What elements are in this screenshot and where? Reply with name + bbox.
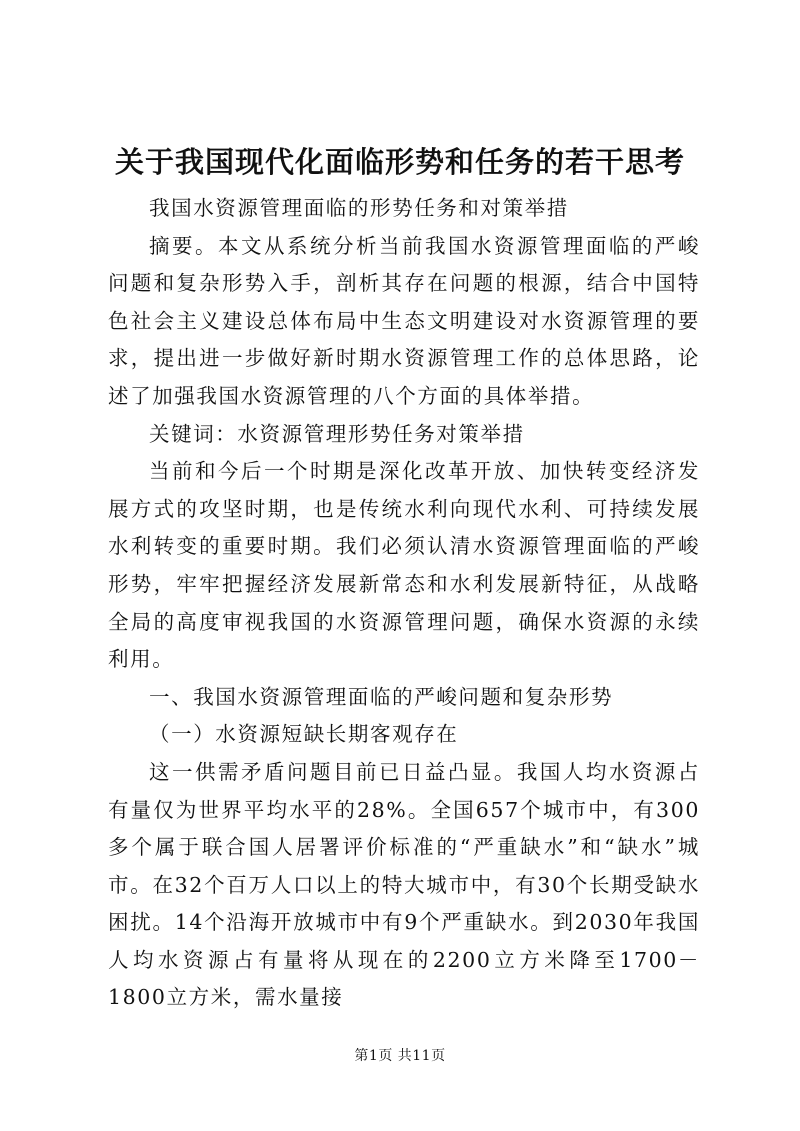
keywords-paragraph: 关键词：水资源管理形势任务对策举措 [149, 421, 525, 446]
abstract-paragraph: 摘要。本文从系统分析当前我国水资源管理面临的严峻问题和复杂形势入手，剖析其存在问题的根源，结合中国特色社会主义建设总体布局中生态文明建设对水资源管理的要求，提出进一步做好新时期水资源管理工作的总体思路，论述了加强我国水资源管理的八个方面的具体举措。 [108, 233, 700, 408]
body-paragraph: 这一供需矛盾问题目前已日益凸显。我国人均水资源占有量仅为世界平均水平的28%。全国657个城市中，有300多个属于联合国人居署评价标准的“严重缺水”和“缺水”城市。在32个百万人口以上的特大城市中，有30个长期受缺水困扰。14个沿海开放城市中有9个严重缺水。到2030年我国人均水资源占有量将从现在的2200立方米降至1700－1800立方米，需水量接 [108, 759, 700, 1010]
document-body [108, 190, 700, 1017]
subsection-heading: （一）水资源短缺长期客观存在 [149, 722, 459, 747]
document-title: 关于我国现代化面临形势和任务的若干思考 [114, 145, 685, 179]
subtitle-paragraph: 我国水资源管理面临的形势任务和对策举措 [149, 196, 569, 220]
section-heading: 一、我国水资源管理面临的严峻问题和复杂形势 [149, 684, 614, 709]
intro-paragraph: 当前和今后一个时期是深化改革开放、加快转变经济发展方式的攻坚时期，也是传统水利向现代水利、可持续发展水利转变的重要时期。我们必须认清水资源管理面临的严峻形势，牢牢把握经济发展新常态和水利发展新特征，从战略全局的高度审视我国的水资源管理问题，确保水资源的永续利用。 [108, 459, 700, 672]
page-footer: 第1页 共11页 [354, 1048, 446, 1064]
